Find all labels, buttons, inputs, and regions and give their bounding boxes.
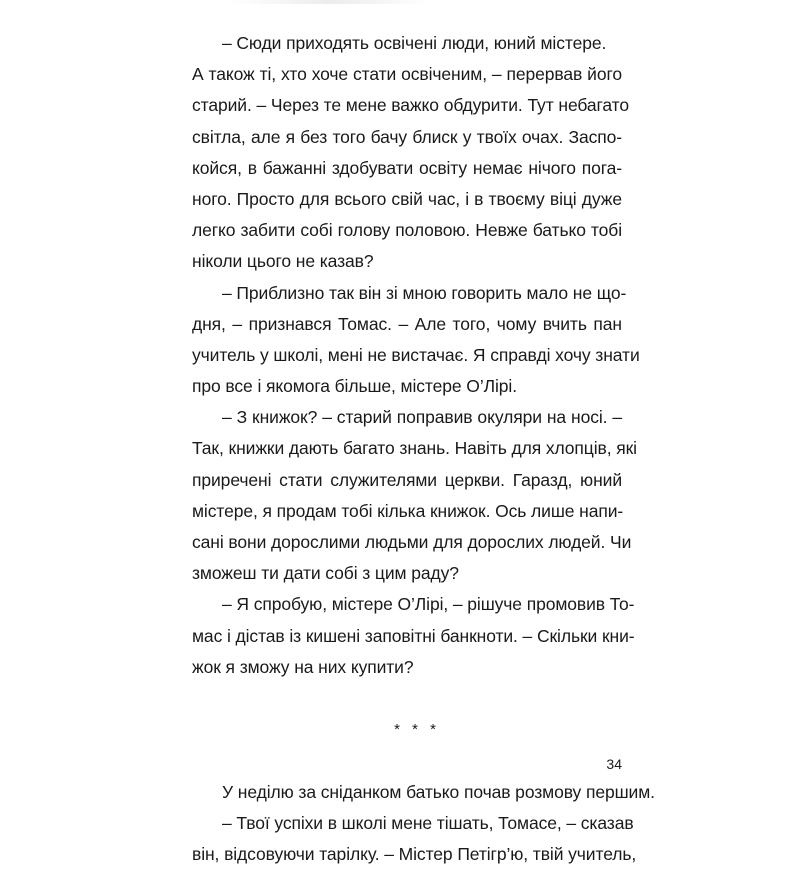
text-line: – Твої успіхи в школі мене тішать, Томасе, – сказав <box>222 812 634 833</box>
text-line: Так, книжки дають багато знань. Навіть для хлопців, які <box>192 438 637 459</box>
text-line: світла, але я без того бачу блиск у твоїх очах. Заспо- <box>192 126 622 147</box>
text-line: ного. Просто для всього свій час, і в твоєму віці дуже <box>192 188 622 209</box>
text-line: – Я спробую, містере О’Лірі, – рішуче промовив То- <box>222 594 635 615</box>
text-line: він, відсовуючи тарілку. – Містер Петігр’ю, твій учитель, <box>192 843 637 864</box>
blank-line <box>192 745 622 776</box>
text-line: У неділю за сніданком батько почав розмову першим. <box>222 781 655 802</box>
text-line: – Приблизно так він зі мною говорить мало не що- <box>222 282 627 303</box>
blank-line <box>192 683 622 714</box>
text-line: старий. – Через те мене важко обдурити. Тут небагато <box>192 95 630 116</box>
text-line: сані вони дорослими людьми для дорослих людей. Чи <box>192 532 632 552</box>
text-line: А також ті, хто хоче стати освіченим, – перервав його <box>192 64 622 85</box>
text-line: ніколи цього не казав? <box>192 251 374 272</box>
text-line: легко забити собі голову половою. Невже батько тобі <box>192 220 622 241</box>
text-line: жок я зможу на них купити? <box>192 656 414 677</box>
text-line: мас і дістав із кишені заповітні банкноти. – Скільки кни- <box>192 625 635 646</box>
text-line: койся, в бажанні здобувати освіту немає нічого пога- <box>192 157 622 178</box>
page-text <box>192 28 655 870</box>
text-line: – З книжок? – старий поправив окуляри на носі. – <box>222 407 622 428</box>
text-line: містере, я продам тобі кілька книжок. Ось лише напи- <box>192 500 624 521</box>
text-line: зможеш ти дати собі з цим раду? <box>192 563 459 584</box>
section-separator: * * * <box>394 721 440 739</box>
text-line: приречені стати служителями церкви. Гаразд, юний <box>192 469 622 490</box>
text-line: учитель у школі, мені не вистачає. Я справді хочу знати <box>192 344 640 365</box>
page-number: 34 <box>606 756 622 772</box>
scan-artifact <box>230 0 430 4</box>
text-line: про все і якомога більше, містере О’Лірі. <box>192 376 517 397</box>
text-line: дня, – признався Томас. – Але того, чому вчить пан <box>192 313 622 334</box>
text-line: – Сюди приходять освічені люди, юний містере. <box>222 33 607 53</box>
